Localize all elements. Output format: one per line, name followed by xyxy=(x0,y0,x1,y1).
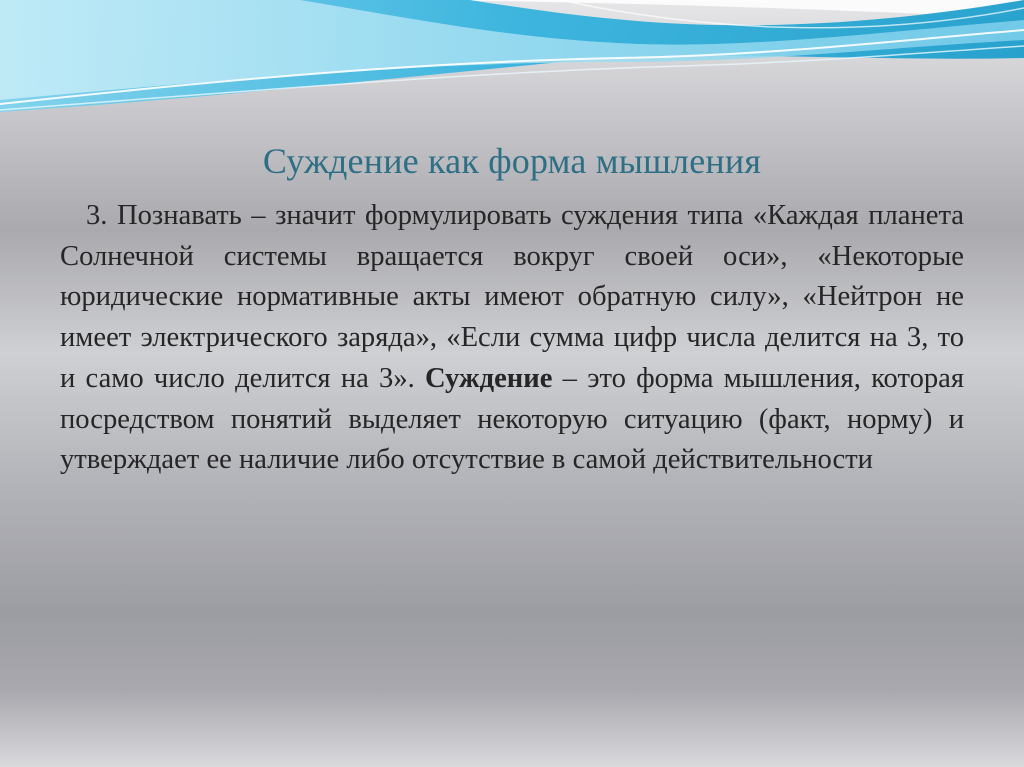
bold-term: Суждение xyxy=(425,362,553,394)
slide-title: Суждение как форма мышления xyxy=(262,141,762,181)
paragraph-text-after: – это форма мышления, которая посредством понятий выделяет некоторую ситуацию (факт, норму) и утверждает ее наличие либо отсутствие в самой действительности xyxy=(60,362,965,476)
body-paragraph xyxy=(60,196,964,481)
paragraph-text-before: 3. Познавать – значит формулировать суждения типа «Каждая планета Солнечной системы вращается вокруг своей оси», «Некоторые юридические нормативные акты имеют обратную силу», «Нейтрон не имеет электрического заряда», «Если сумма цифр числа делится на 3, то и само число делится на 3». xyxy=(60,200,964,394)
wave-decoration xyxy=(0,0,1024,120)
